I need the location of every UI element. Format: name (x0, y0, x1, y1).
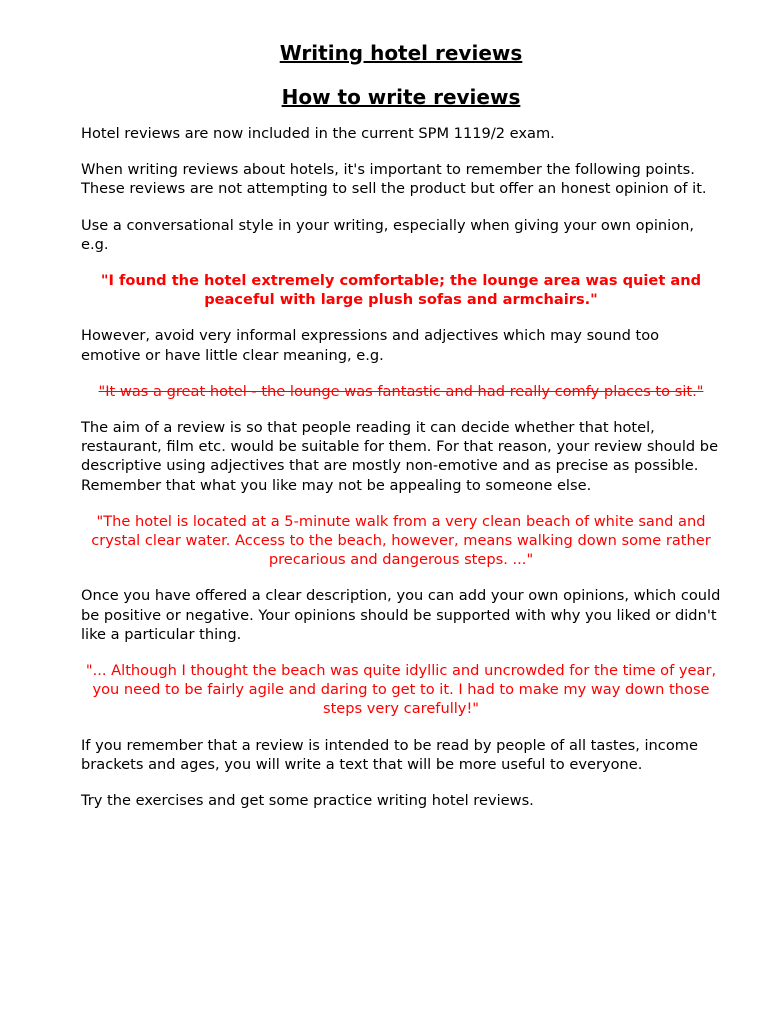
example-quote-opinion: "... Although I thought the beach was quite idyllic and uncrowded for the time of year, you need to be fairly agile and daring to get to it. I had to make my way down those steps very carefully!" (85, 662, 717, 718)
paragraph-opinions: Once you have offered a clear description, you can add your own opinions, which could be positive or negative. Your opinions should be supported with why you liked or didn't like a particular thing. (81, 587, 721, 643)
paragraph-audience: If you remember that a review is intended to be read by people of all tastes, income brackets and ages, you will write a text that will be more useful to everyone. (81, 736, 698, 773)
example-quote-informal: "It was a great hotel - the lounge was fantastic and had really comfy places to sit." (98, 382, 704, 400)
paragraph-avoid: However, avoid very informal expressions and adjectives which may sound too emotive or have little clear meaning, e.g. (81, 327, 660, 364)
document-page (81, 38, 721, 827)
paragraph-exercises: Try the exercises and get some practice writing hotel reviews. (81, 792, 534, 810)
paragraph-points: When writing reviews about hotels, it's important to remember the following points. These reviews are not attempting to sell the product but offer an honest opinion of it. (81, 161, 707, 198)
paragraph-intro: Hotel reviews are now included in the current SPM 1119/2 exam. (81, 125, 555, 142)
example-quote-description: "The hotel is located at a 5-minute walk from a very clean beach of white sand and crystal clear water. Access to the beach, however, means walking down some rather precarious and dangerous steps. ..." (91, 512, 711, 569)
document-subtitle: How to write reviews (281, 85, 521, 109)
document-title: Writing hotel reviews (279, 41, 523, 65)
paragraph-style: Use a conversational style in your writing, especially when giving your own opinion, e.g. (81, 216, 695, 253)
paragraph-aim: The aim of a review is so that people reading it can decide whether that hotel, restaurant, film etc. would be suitable for them. For that reason, your review should be descriptive using adjectives that are mostly non-emotive and as precise as possible. Remember that what you like may not be appealing to someone else. (81, 419, 719, 494)
example-quote-good: "I found the hotel extremely comfortable; the lounge area was quiet and peaceful with large plush sofas and armchairs." (100, 272, 702, 309)
